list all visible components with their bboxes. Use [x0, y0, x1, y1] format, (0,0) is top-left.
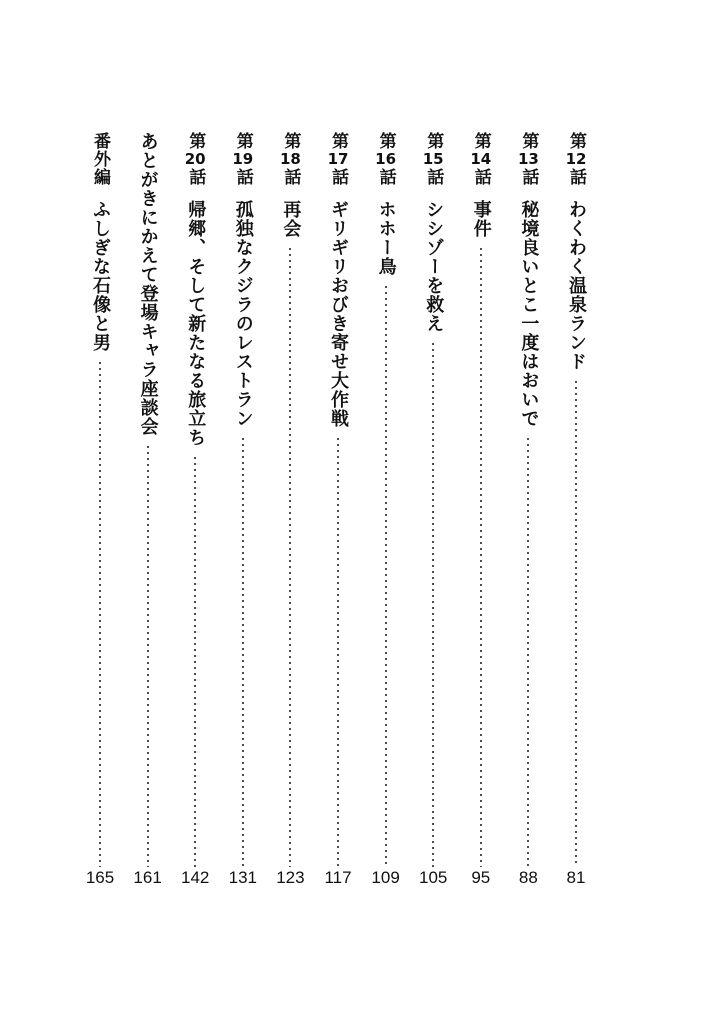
episode-number: 17 [327, 150, 349, 168]
episode-number: 16 [375, 150, 397, 168]
toc-entry [561, 132, 591, 867]
episode-label [513, 132, 543, 186]
episode-number: 18 [279, 150, 301, 168]
episode-number: 14 [470, 150, 492, 168]
episode-label-suffix: 話 [423, 168, 444, 186]
dot-leader [385, 284, 387, 867]
toc-entry [513, 132, 543, 867]
episode-label-prefix: 第 [232, 132, 253, 150]
episode-label [418, 132, 448, 186]
dot-leader [527, 436, 529, 867]
toc-entry [228, 132, 258, 867]
dot-leader [575, 379, 577, 867]
episode-title: シシゾーを救え [423, 200, 445, 333]
episode-title: 再会 [280, 200, 302, 238]
episode-label-prefix: 第 [423, 132, 444, 150]
episode-label-suffix: 話 [185, 168, 206, 186]
dot-leader [480, 246, 482, 867]
episode-label [275, 132, 305, 186]
page-number: 142 [181, 868, 210, 887]
episode-label-suffix: 話 [375, 168, 396, 186]
toc-entry [323, 132, 353, 867]
episode-label [323, 132, 353, 186]
page-number: 123 [276, 868, 305, 887]
episode-label-suffix: 話 [232, 168, 253, 186]
page-number: 95 [471, 868, 491, 887]
dot-leader [289, 246, 291, 867]
episode-label [228, 132, 258, 186]
page-number: 165 [85, 868, 115, 887]
toc-entry [466, 132, 496, 867]
episode-title: ギリギリおびき寄せ大作戦 [328, 200, 349, 428]
episode-title: わくわく温泉ランド [566, 200, 587, 371]
dot-leader [242, 436, 244, 867]
episode-label [85, 132, 115, 186]
episode-label [561, 132, 591, 186]
episode-title: あとがきにかえて登場キャラ座談会 [137, 132, 159, 436]
episode-label-prefix: 番外編 [90, 132, 110, 186]
episode-title: 秘境良いとこ一度はおいで [518, 200, 540, 428]
page-number: 161 [133, 868, 162, 887]
episode-label [371, 132, 401, 186]
page-number: 81 [566, 868, 586, 887]
episode-label [180, 132, 210, 186]
dot-leader [432, 341, 434, 867]
dot-leader [337, 436, 339, 867]
episode-label-prefix: 第 [280, 132, 301, 150]
episode-title: 帰郷、そして新たなる旅立ち [185, 200, 207, 447]
page-number: 117 [324, 868, 352, 887]
episode-label-prefix: 第 [328, 132, 348, 150]
episode-label-prefix: 第 [518, 132, 539, 150]
page-number: 88 [518, 868, 538, 887]
episode-number: 15 [422, 150, 444, 168]
toc-entry [133, 132, 163, 867]
page-number: 131 [228, 868, 257, 887]
page-number: 109 [371, 868, 400, 887]
dot-leader [147, 444, 149, 867]
episode-number: 12 [565, 150, 587, 168]
episode-number: 19 [232, 150, 254, 168]
toc-entry [371, 132, 401, 867]
dot-leader [194, 455, 196, 867]
toc-entry [85, 132, 115, 867]
episode-title: 孤独なクジラのレストラン [232, 200, 254, 428]
episode-label-suffix: 話 [566, 168, 586, 186]
episode-title: ふしぎな石像と男 [90, 200, 111, 352]
episode-label [466, 132, 496, 186]
episode-label-prefix: 第 [470, 132, 491, 150]
episode-label-prefix: 第 [566, 132, 586, 150]
episode-number: 20 [184, 150, 206, 168]
toc-entry [275, 132, 305, 867]
episode-number: 13 [517, 150, 539, 168]
toc-entry [418, 132, 448, 867]
dot-leader [99, 360, 101, 867]
episode-label-suffix: 話 [280, 168, 301, 186]
episode-label-suffix: 話 [518, 168, 539, 186]
episode-label-prefix: 第 [185, 132, 206, 150]
episode-label-prefix: 第 [375, 132, 396, 150]
episode-label-suffix: 話 [328, 168, 348, 186]
toc-entry [180, 132, 210, 867]
episode-title: ホホー鳥 [375, 200, 397, 276]
page-number: 105 [419, 868, 448, 887]
episode-title: 事件 [470, 200, 492, 238]
episode-label-suffix: 話 [470, 168, 491, 186]
